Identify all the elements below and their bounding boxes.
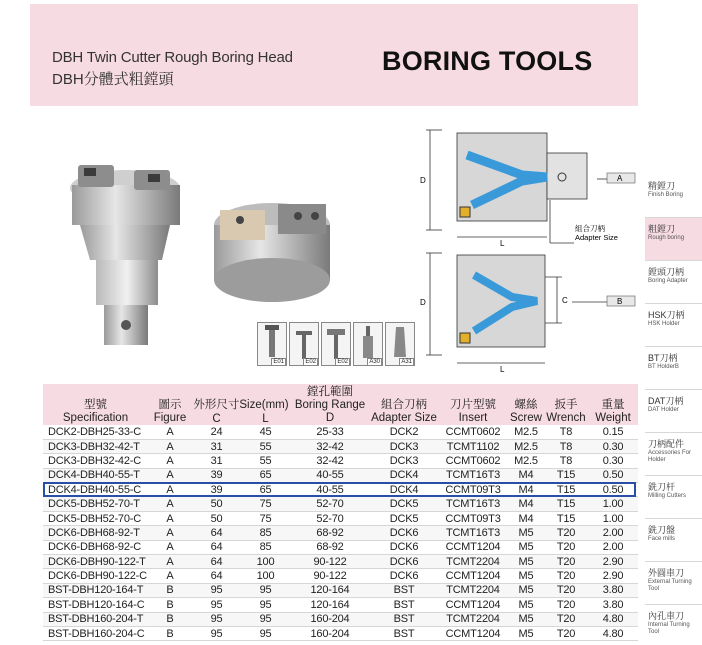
header-zh: 扳手 [554,399,578,411]
table-cell: 40-55 [290,483,370,497]
table-row[interactable] [43,454,638,468]
page-title-zh: DBH分體式粗鏜頭 [52,71,174,88]
table-cell: BST [370,583,438,597]
sidebar-item-internal-turning[interactable] [645,605,702,645]
table-cell: 55 [241,454,290,468]
table-row[interactable] [43,555,638,569]
table-cell: T8 [544,439,588,453]
col-l-header: L [241,412,290,425]
table-cell: BST [370,612,438,626]
sidebar-item-boring-adapter[interactable] [645,261,702,304]
table-cell: TCMT2204 [438,583,508,597]
table-cell: A [148,468,192,482]
pin-icon [353,322,383,366]
table-cell: CCMT1204 [438,569,508,583]
table-cell: DCK6-DBH68-92-C [43,540,148,554]
table-cell: 95 [192,626,241,640]
table-cell: M2.5 [508,454,544,468]
specification-table [43,384,638,641]
table-cell: 40-55 [290,468,370,482]
table-cell: T8 [544,454,588,468]
icon-code: A30 [369,359,380,365]
table-cell: DCK6 [370,540,438,554]
table-row[interactable] [43,526,638,540]
technical-drawings [412,125,637,380]
table-cell: T8 [544,425,588,439]
icon-code: E02 [305,359,316,365]
table-cell: B [148,583,192,597]
col-spec-header [43,384,148,425]
table-cell: CCMT1204 [438,598,508,612]
table-cell: DCK2 [370,425,438,439]
table-cell: 120-164 [290,598,370,612]
table-cell: 52-70 [290,497,370,511]
table-cell: 2.00 [588,540,638,554]
table-cell: T15 [544,468,588,482]
table-cell: M4 [508,468,544,482]
table-cell: DCK6-DBH68-92-T [43,526,148,540]
sidebar-item-zh: 精鏜刀 [648,181,676,191]
icon-code: E02 [337,359,348,365]
dim-d-label: D [420,176,426,185]
table-cell: M5 [508,626,544,640]
col-size-header: 外形尺寸Size(mm) [192,384,290,412]
drawing-b [426,253,635,363]
table-cell: M5 [508,612,544,626]
table-cell: M5 [508,569,544,583]
header-zh: 重量 [601,399,625,411]
sidebar-item-en: Internal Turning Tool [648,622,690,635]
table-cell: BST-DBH160-204-T [43,612,148,626]
table-cell: CCMT09T3 [438,511,508,525]
table-cell: 95 [241,626,290,640]
table-cell: 0.30 [588,454,638,468]
sidebar-item-rough-boring[interactable] [645,218,702,261]
table-cell: TCMT16T3 [438,497,508,511]
table-cell: 65 [241,483,290,497]
table-cell: 45 [241,425,290,439]
table-cell: 75 [241,497,290,511]
table-cell: 39 [192,483,241,497]
table-cell: A [148,540,192,554]
table-cell: DCK4-DBH40-55-T [43,468,148,482]
table-row[interactable] [43,483,638,497]
table-cell: 4.80 [588,626,638,640]
table-cell: 50 [192,497,241,511]
table-cell: 32-42 [290,454,370,468]
header-zh: 刀片型號 [450,399,496,411]
table-cell: DCK3 [370,454,438,468]
table-cell: 31 [192,439,241,453]
table-cell: A [148,497,192,511]
table-row[interactable] [43,540,638,554]
col-c-header: C [192,412,241,425]
bolt-icon [385,322,415,366]
header-en: Boring Range [294,399,366,411]
table-cell: 31 [192,454,241,468]
table-cell: T20 [544,555,588,569]
table-cell: 1.00 [588,497,638,511]
table-cell: DCK4 [370,483,438,497]
table-cell: TCMT2204 [438,612,508,626]
table-cell: DCK5-DBH52-70-C [43,511,148,525]
adapter-zh-label: 組合刀柄 [575,224,605,233]
table-cell: DCK6 [370,526,438,540]
table-cell: 95 [192,612,241,626]
adapter-en-label: Adapter Size [575,233,618,242]
table-cell: T15 [544,511,588,525]
icon-code: E01 [273,359,284,365]
table-cell: 90-122 [290,569,370,583]
table-cell: 2.90 [588,555,638,569]
table-cell: 52-70 [290,511,370,525]
sidebar-item-external-turning[interactable] [645,562,702,605]
table-cell: BST [370,626,438,640]
table-cell: A [148,569,192,583]
table-row[interactable] [43,583,638,597]
table-cell: TCMT2204 [438,555,508,569]
table-cell: M5 [508,540,544,554]
table-cell: 0.15 [588,425,638,439]
table-cell: 2.90 [588,569,638,583]
table-cell: TCMT1102 [438,439,508,453]
table-row[interactable] [43,612,638,626]
table-cell: 68-92 [290,540,370,554]
table-cell: 0.50 [588,483,638,497]
icon-code: A31 [401,359,412,365]
table-cell: 95 [241,583,290,597]
table-cell: M4 [508,511,544,525]
header-en: Insert [458,412,488,424]
sidebar-item-bt-holder[interactable] [645,347,702,390]
table-cell: T20 [544,598,588,612]
table-row[interactable] [43,511,638,525]
table-cell: 95 [241,612,290,626]
table-cell: BST-DBH160-204-C [43,626,148,640]
table-cell: 64 [192,540,241,554]
table-cell: M2.5 [508,425,544,439]
col-weight-header [588,384,638,425]
table-cell: T20 [544,583,588,597]
table-cell: 55 [241,439,290,453]
table-cell: M5 [508,583,544,597]
table-cell: B [148,612,192,626]
table-cell: DCK3 [370,439,438,453]
header-banner [30,4,638,106]
table-row[interactable] [43,468,638,482]
sidebar-item-en: HSK Holder [648,321,680,327]
table-cell: T15 [544,497,588,511]
table-body [43,425,638,641]
table-cell: A [148,483,192,497]
table-cell: 100 [241,569,290,583]
table-row[interactable] [43,626,638,640]
figure-a-label: A [617,174,623,183]
table-cell: B [148,626,192,640]
table-cell: 50 [192,511,241,525]
header-en: Adapter Size [371,412,437,424]
header-d: D [325,412,335,424]
table-cell: T20 [544,612,588,626]
table-cell: 65 [241,468,290,482]
sidebar-item-zh: HSK刀柄 [648,310,685,320]
table-cell: DCK6 [370,569,438,583]
table-cell: A [148,425,192,439]
sidebar-item-zh: 內孔車刀 [648,611,685,621]
header-en: Figure [153,412,187,424]
table-cell: DCK4 [370,468,438,482]
header-zh: 型號 [84,399,107,411]
table-cell: CCMT09T3 [438,483,508,497]
table-cell: 90-122 [290,555,370,569]
brand-title: BORING TOOLS [382,46,593,76]
sidebar-item-en: DAT Holder [648,407,679,413]
col-adapter-header [370,384,438,425]
header-en: Wrench [546,412,586,424]
sidebar-item-en: Rough boring [648,235,685,241]
table-cell: M5 [508,526,544,540]
table-cell: M2.5 [508,439,544,453]
table-row[interactable] [43,425,638,439]
table-cell: 0.30 [588,439,638,453]
table-cell: 160-204 [290,612,370,626]
table-cell: A [148,555,192,569]
sidebar-item-dat-holder[interactable] [645,390,702,433]
table-cell: T20 [544,626,588,640]
table-cell: 32-42 [290,439,370,453]
col-screw-header [508,384,544,425]
table-cell: M5 [508,555,544,569]
dim-l-label-b: L [500,365,505,374]
sidebar-item-zh: DAT刀柄 [648,396,684,406]
table-cell: 64 [192,569,241,583]
table-cell: 3.80 [588,598,638,612]
table-cell: 64 [192,526,241,540]
table-cell: B [148,598,192,612]
category-sidebar [645,175,702,645]
table-cell: M4 [508,483,544,497]
table-cell: 39 [192,468,241,482]
table-cell: 85 [241,540,290,554]
dim-d-label-b: D [420,298,426,307]
sidebar-item-hsk-holder[interactable] [645,304,702,347]
sidebar-item-zh: 鏜頭刀柄 [648,267,685,277]
table-cell: 3.80 [588,583,638,597]
table-row[interactable] [43,439,638,453]
table-cell: T20 [544,569,588,583]
table-cell: 95 [192,583,241,597]
table-cell: 120-164 [290,583,370,597]
table-cell: TCMT16T3 [438,526,508,540]
sidebar-item-en: External Turning Tool [648,579,692,592]
figure-b-label: B [617,297,623,306]
table-cell: 100 [241,555,290,569]
table-row[interactable] [43,569,638,583]
table-cell: M5 [508,598,544,612]
table-cell: DCK5 [370,511,438,525]
table-cell: A [148,511,192,525]
sidebar-item-accessories[interactable] [645,433,702,476]
key-icon [289,322,319,366]
table-cell: 64 [192,555,241,569]
table-cell: A [148,454,192,468]
table-cell: DCK6-DBH90-122-C [43,569,148,583]
wrench-icon [321,322,351,366]
table-cell: 4.80 [588,612,638,626]
table-cell: 75 [241,511,290,525]
header-en: Weight [595,412,631,424]
table-cell: 95 [192,598,241,612]
table-cell: 1.00 [588,511,638,525]
table-row[interactable] [43,598,638,612]
table-cell: 0.50 [588,468,638,482]
table-cell: 95 [241,598,290,612]
table-cell: 160-204 [290,626,370,640]
table-cell: M4 [508,497,544,511]
screw-icon [257,322,287,366]
table-cell: BST-DBH120-164-C [43,598,148,612]
table-cell: A [148,439,192,453]
table-cell: DCK3-DBH32-42-C [43,454,148,468]
table-cell: 25-33 [290,425,370,439]
sidebar-item-en: Boring Adapter [648,278,688,284]
table-cell: DCK4-DBH40-55-C [43,483,148,497]
dim-l-label: L [500,239,505,248]
page-title-en: DBH Twin Cutter Rough Boring Head [52,49,293,66]
table-cell: DCK6-DBH90-122-T [43,555,148,569]
table-cell: CCMT1204 [438,540,508,554]
sidebar-item-milling-cutters[interactable] [645,476,702,519]
header-en: Screw [510,412,542,424]
sidebar-item-finish-boring[interactable] [645,175,702,218]
table-cell: CCMT1204 [438,626,508,640]
table-cell: T20 [544,540,588,554]
table-cell: 68-92 [290,526,370,540]
table-cell: CCMT0602 [438,454,508,468]
header-zh: 組合刀柄 [381,399,427,411]
col-insert-header [438,384,508,425]
table-cell: T15 [544,483,588,497]
table-cell: DCK5-DBH52-70-T [43,497,148,511]
table-cell: 2.00 [588,526,638,540]
sidebar-item-zh: 外圓車刀 [648,568,685,578]
sidebar-item-face-mills[interactable] [645,519,702,562]
table-cell: A [148,526,192,540]
table-cell: DCK5 [370,497,438,511]
sidebar-item-en: Face mills [648,536,676,542]
table-cell: CCMT0602 [438,425,508,439]
sidebar-item-zh: BT刀柄 [648,353,678,363]
header-zh: 螺絲 [514,399,538,411]
sidebar-item-en: BT HolderB [648,364,679,370]
table-cell: TCMT16T3 [438,468,508,482]
table-cell: T20 [544,526,588,540]
table-row[interactable] [43,497,638,511]
header-en: Specification [62,412,129,424]
table-cell: BST [370,598,438,612]
sidebar-item-en: Finish Boring [648,192,684,198]
header-zh: 圖示 [158,399,182,411]
sidebar-item-zh: 銑刀盤 [648,525,676,535]
table-cell: DCK3-DBH32-42-T [43,439,148,453]
table-cell: 24 [192,425,241,439]
table-cell: DCK6 [370,555,438,569]
sidebar-item-en: Accessories For Holder [648,450,692,463]
accessory-icons [257,322,417,370]
header-zh: 鏜孔範圍 [307,386,353,398]
table-cell: 85 [241,526,290,540]
table-cell: DCK2-DBH25-33-C [43,425,148,439]
sidebar-item-zh: 銑刀杆 [648,482,676,492]
col-range-header [290,384,370,425]
table-cell: BST-DBH120-164-T [43,583,148,597]
col-wrench-header [544,384,588,425]
col-figure-header [148,384,192,425]
sidebar-item-zh: 刀柄配件 [648,439,685,449]
sidebar-item-en: Milling Cutters [648,493,687,499]
dim-c-label: C [562,296,568,305]
sidebar-item-zh: 粗鏜刀 [648,224,676,234]
